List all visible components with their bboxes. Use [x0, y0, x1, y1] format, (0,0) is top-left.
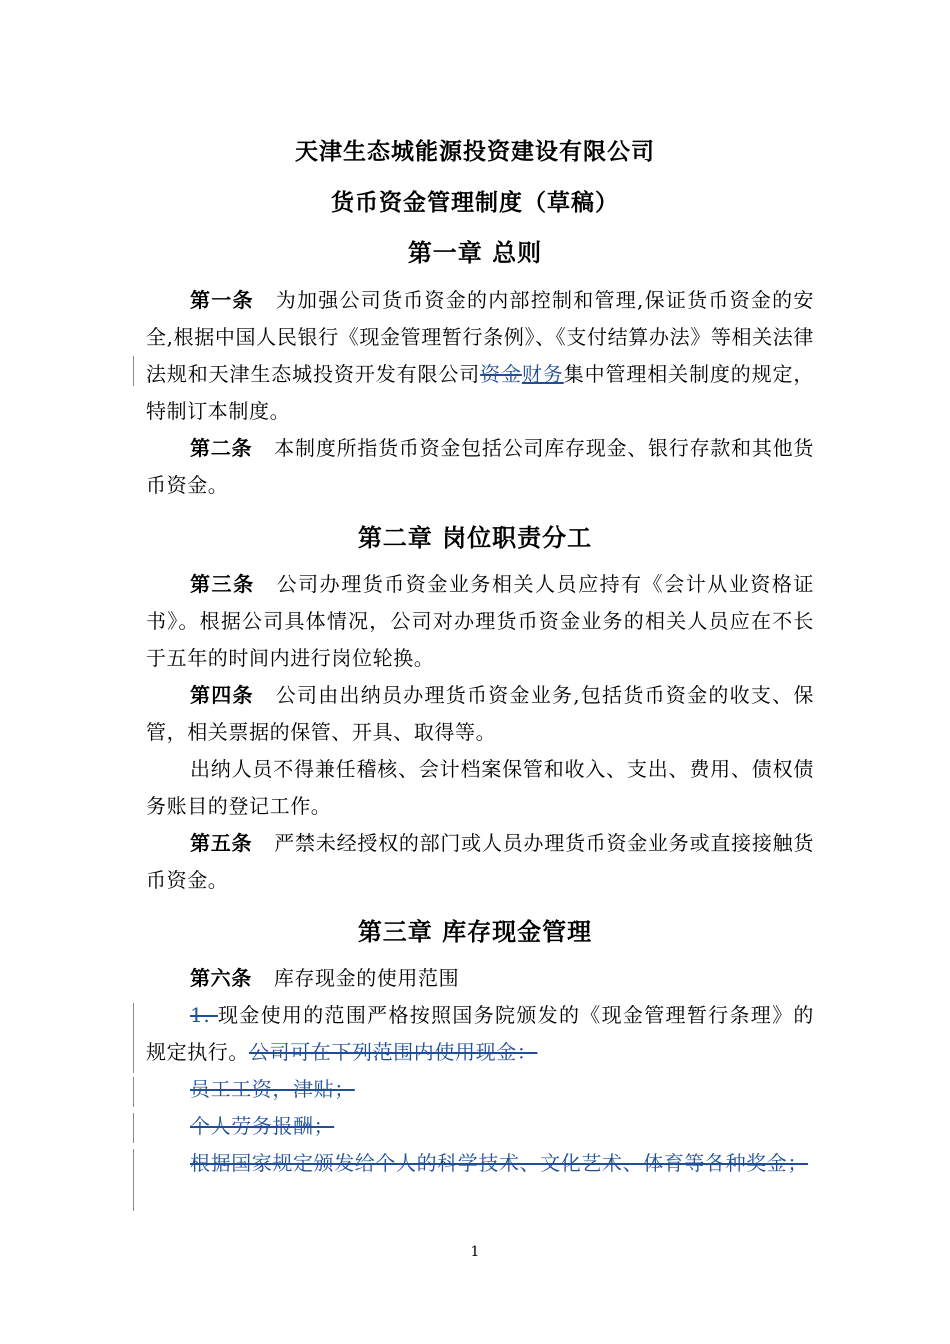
chapter-heading-2: 第二章 岗位职责分工	[357, 524, 593, 552]
article-1	[146, 282, 814, 430]
article-4-para-2: 出纳人员不得兼任稽核、会计档案保管和收入、支出、费用、债权债务账目的登记工作。	[146, 757, 814, 818]
document-title: 货币资金管理制度（草稿）	[331, 190, 619, 216]
deleted-text: 资金	[480, 362, 522, 386]
article-text: 公司由出纳员办理货币资金业务,包括货币资金的收支、保管，相关票据的保管、开具、取得等。	[146, 683, 814, 744]
chapter1-body	[146, 282, 814, 504]
deleted-line-3	[146, 1145, 814, 1182]
chapter2-body	[146, 566, 814, 899]
article-label: 第六条	[190, 966, 252, 990]
deleted-text: 公司可在下列范围内使用现金：	[249, 1040, 538, 1064]
article-text: 为加强公司货币资金的内部控制和管理,保证货币资金的安全,根据中国人民银行《现金管理暂行条例》、《支付结算办法》等相关法律法规和天津生态城投资开发有限公司	[146, 288, 814, 386]
change-bar	[133, 1077, 134, 1107]
inserted-text: 财务	[521, 362, 564, 386]
deleted-text: 根据国家规定颁发给个人的科学技术、文化艺术、体育等各种奖金；	[190, 1151, 808, 1175]
page-number: 1	[470, 1244, 480, 1260]
change-bar	[133, 1149, 134, 1211]
deleted-text: 员工工资，津贴；	[190, 1077, 355, 1101]
article-4	[146, 677, 814, 751]
deleted-line-1	[146, 1071, 814, 1108]
change-bar	[133, 1003, 134, 1073]
change-bar	[133, 1113, 134, 1143]
deleted-line-2	[146, 1108, 814, 1145]
article-label: 第三条	[190, 572, 255, 596]
article-6-item-1	[146, 997, 814, 1071]
article-label: 第一条	[190, 288, 254, 312]
deleted-text: 个人劳务报酬；	[190, 1114, 335, 1138]
article-3	[146, 566, 814, 677]
article-label: 第四条	[190, 683, 254, 707]
article-label: 第五条	[190, 831, 253, 855]
deleted-item-number: 1.	[190, 1003, 218, 1027]
article-text: 严禁未经授权的部门或人员办理货币资金业务或直接接触货币资金。	[146, 831, 814, 892]
article-2	[146, 430, 814, 504]
article-6	[146, 960, 814, 997]
chapter3-body	[146, 960, 814, 1182]
article-text: 本制度所指货币资金包括公司库存现金、银行存款和其他货币资金。	[146, 436, 814, 497]
item-text: 现金使用的范围严格按照国务院颁发的《现金管理暂行条理》的规定执行。	[146, 1003, 814, 1064]
company-title: 天津生态城能源投资建设有限公司	[295, 139, 655, 165]
chapter-heading-3: 第三章 库存现金管理	[357, 918, 593, 946]
chapter-heading-1: 第一章 总则	[407, 239, 543, 267]
article-text-tail: 集中管理相关制度的规定，特制订本制度。	[146, 362, 815, 423]
article-label: 第二条	[190, 436, 253, 460]
article-text: 库存现金的使用范围	[273, 966, 460, 990]
change-bar	[133, 356, 134, 386]
article-5	[146, 825, 814, 899]
article-text: 公司办理货币资金业务相关人员应持有《会计从业资格证书》。根据公司具体情况，公司对办理货币资金业务的相关人员应在不长于五年的时间内进行岗位轮换。	[146, 572, 814, 670]
